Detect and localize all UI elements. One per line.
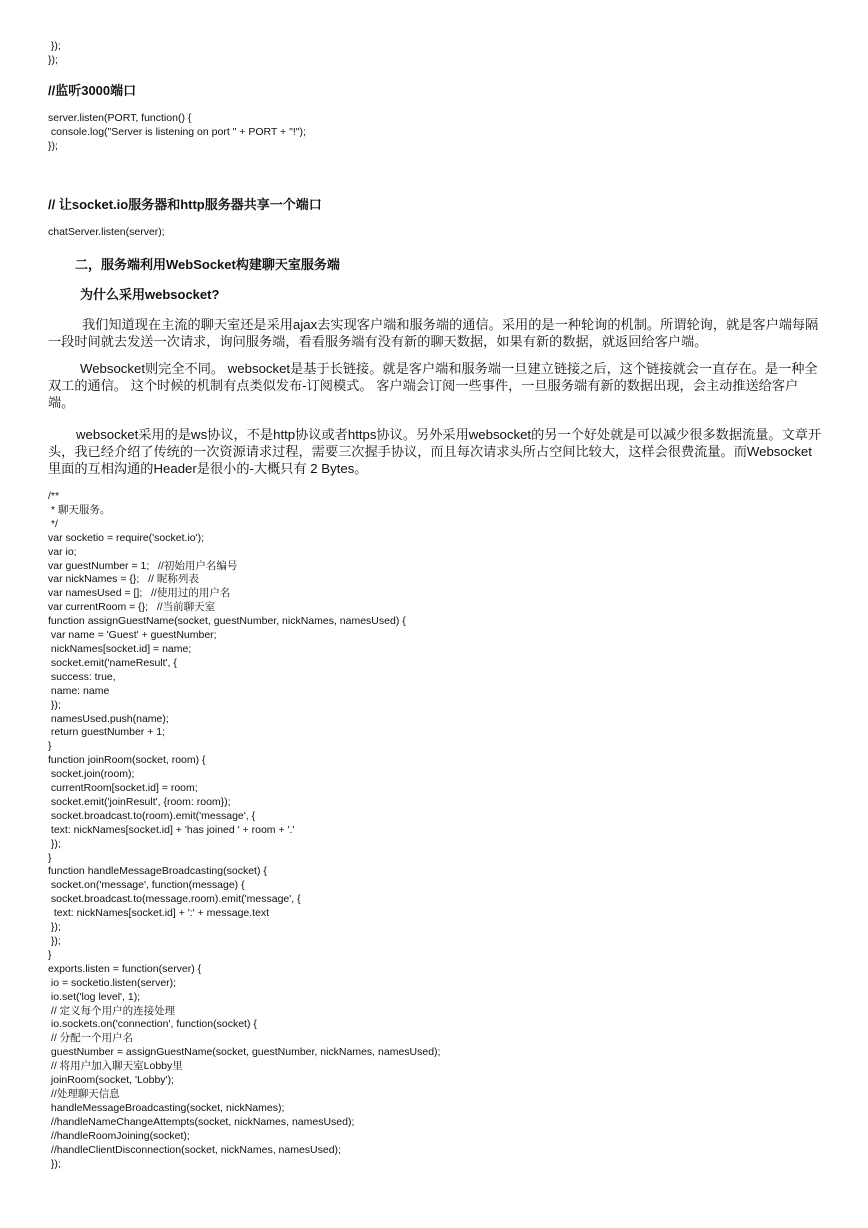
- paragraph-polling: 我们知道现在主流的聊天室还是采用ajax去实现客户端和服务端的通信。采用的是一种轮询的机制。所谓轮询，就是客户端每隔一段时间就去发送一次请求，询问服务端，看看服务端有没有新的聊天数据，如果有新的数据，就返回给客户端。: [48, 317, 819, 349]
- heading-listen-port: //监听3000端口: [48, 83, 137, 98]
- section-title: 二，服务端利用WebSocket构建聊天室服务端: [75, 257, 340, 272]
- code-block-server-listen: server.listen(PORT, function() { console.log("Server is listening on port " + PORT + "!"); });: [48, 112, 306, 152]
- code-block-chat-server: /** * 聊天服务。 */ var socketio = require('socket.io'); var io; var guestNumber = 1; //初始用户名编号 var nickNames = {}; // 昵称列表 var namesUsed = []; //使用过的用户名 var currentRoom = {}; //当前聊天室 function assignGuestName(socket, guestNumber, nickNames, namesUsed) { var name = 'Guest' + guestNumber; nickNames[socket.id] = name; socket.emit('nameResult', { success: true, name: name }); namesUsed.push(name); return guestNumber + 1; } function joinRoom(socket, room) { socket.join(room); currentRoom[socket.id] = room; socket.emit('joinResult', {room: room}); socket.broadcast.to(room).emit('message', { text: nickNames[socket.id] + 'has joined ' + room + '.' }); } function handleMessageBroadcasting(socket) { socket.on('message', function(message) { socket.broadcast.to(message.room).emit('message', { text: nickNames[socket.id] + ':' + message.text }); }); } exports.listen = function(server) { io = socketio.listen(server); io.set('log level', 1); // 定义每个用户的连接处理 io.sockets.on('connection', function(socket) { // 分配一个用户名 guestNumber = assignGuestName(socket, guestNumber, nickNames, namesUsed); // 将用户加入聊天室Lobby里 joinRoom(socket, 'Lobby'); //处理聊天信息 handleMessageBroadcasting(socket, nickNames); //handleNameChangeAttempts(socket, nickNames, namesUsed); //handleRoomJoining(socket); //handleClientDisconnection(socket, nickNames, namesUsed); });: [48, 490, 441, 1170]
- code-block-chat-listen: chatServer.listen(server);: [48, 226, 165, 238]
- heading-share-port: // 让socket.io服务器和http服务器共享一个端口: [48, 197, 322, 212]
- code-block-closing: }); });: [48, 40, 61, 66]
- paragraph-ws-protocol: websocket采用的是ws协议，不是http协议或者https协议。另外采用websocket的另一个好处就是可以减少很多数据流量。文章开头，我已经介绍了传统的一次资源请求过程，需要三次握手协议，而且每次请求头所占空间比较大，这样会很费流量。而Websocket里面的互相沟通的Header是很小的-大概只有 2 Bytes。: [48, 427, 822, 476]
- subsection-title: 为什么采用websocket?: [80, 287, 220, 302]
- paragraph-websocket: Websocket则完全不同。 websocket是基于长链接。就是客户端和服务端一旦建立链接之后，这个链接就会一直存在。是一种全双工的通信。 这个时候的机制有点类似发布-订阅模式。 客户端会订阅一些事件，一旦服务端有新的数据出现，会主动推送给客户端。: [48, 361, 818, 410]
